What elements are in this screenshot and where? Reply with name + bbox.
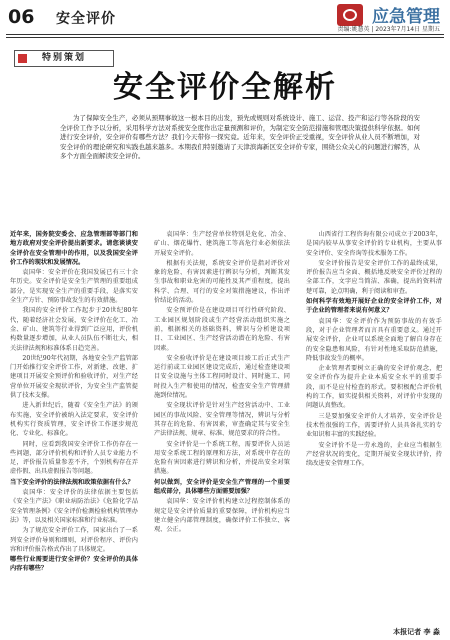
- page-number: 06: [8, 6, 35, 28]
- body-paragraph: 企业管理者要树立正确的安全评价观念，把安全评价作为提升企业本质安全水平的重要手段，而不是应付检查的形式。要积极配合评价机构的工作，如实提供相关资料，对评价中发现的问题认真整改。: [306, 365, 442, 410]
- page-title: 安全评价全解析: [113, 70, 337, 105]
- body-paragraph: 安全评价不是一劳永逸的，企业应当根据生产经营状况的变化，定期开展安全现状评价，持续改进安全管理工作。: [306, 441, 442, 468]
- question-paragraph: 何以做到，安全评价是安全生产管理的一个重要组成部分，具体哪些方面需要加强？: [154, 478, 290, 496]
- issue-meta: 责编:姚慧英 | 2023年7月14日 星期五: [337, 26, 440, 33]
- header-rule-thin: [6, 37, 444, 38]
- question-paragraph: 当下安全评价的法律法规和政策依据有什么？: [10, 478, 134, 486]
- article-column-3: [306, 230, 442, 630]
- body-paragraph: 安全现状评价是针对生产经营活动中、工业园区的事故风险、安全管理等情况，辨识与分析其存在的危险、有害因素，审查确定其与安全生产法律法规、规章、标准、规范要求的符合性。: [154, 402, 290, 438]
- body-paragraph: 袁国华：生产经营单位特别是危化、冶金、矿山、烟花爆竹、建筑施工等高危行业必须依法开展安全评价。: [154, 231, 290, 257]
- question-paragraph: 哪些行业需要进行安全评价？安全评价的具体内容有哪些？: [10, 556, 138, 573]
- article-column-2: [154, 230, 290, 630]
- body-paragraph: 进入新世纪后，随着《安全生产法》的颁布实施，安全评价被纳入法定要求，安全评价机构实行资质管理，安全评价工作逐步规范化、专业化、标准化。: [10, 402, 138, 438]
- body-paragraph: 袁国华：安全评价作为预防事故的有效手段，对于企业管理者而言具有重要意义。通过开展安全评价，企业可以系统全面地了解自身存在的安全隐患和风险，有针对性地采取防范措施，降低事故发生的概率。: [306, 317, 442, 362]
- masthead-name: 应急管理: [372, 7, 440, 27]
- column-tag-label: 特别策划: [41, 53, 86, 63]
- body-paragraph: 20世纪90年代初期，各地安全生产监管部门开始推行安全评价工作，对新建、改建、扩建项目开展安全预评价和验收评价，对生产经营单位开展安全现状评价，为安全生产监管提供了技术支撑。: [10, 354, 138, 400]
- newspaper-logo-icon: [337, 4, 363, 26]
- question-paragraph: 近年来，国务院安委会、应急管理部等部门和地方政府对安全评价提出新要求。请您谈谈安全评价在安全管理中的作用，以及我国安全评价工作的现状和发展情况。: [10, 231, 138, 266]
- body-paragraph: 安全预评价是在建设项目可行性研究阶段、工业园区规划阶段或生产经营活动组织实施之前，根据相关的基础资料，辨识与分析建设项目、工业园区、生产经营活动潜在的危险、有害因素。: [154, 307, 290, 352]
- lead-paragraph: [60, 114, 420, 162]
- body-paragraph: 为了规范安全评价工作，国家出台了一系列安全评价导则和细则，对评价程序、评价内容和评价报告格式作出了具体规定。: [10, 527, 138, 553]
- lead-text: 为了保障安全生产，必须从预期事故这一根本目的出发，预先或规则对系统设计、施工、运营、投产和运行等各阶段的安全评价工作予以分析，采用科学方法对系统安全度作出定量预测和评价，为制定安全防范措施和管理决策提供科学依据。如何进行安全评价，安全评价有哪些方法？我们今天带你一探究竟。近年来，安全评价正受重视，安全评价从业人员不断增加，对安全评价的理论研究和实践也越来越多。本期我们特别邀请了天津滨海新区安全评价专家，围绕公众关心的问题进行解答，从多个方面全面解读安全评价。: [60, 114, 420, 160]
- masthead: [275, 2, 440, 32]
- article-column-1: [10, 230, 138, 630]
- question-paragraph: 如何科学有效地开展好企业的安全评价工作，对于企业的管理者来说有何意义？: [306, 298, 442, 315]
- body-paragraph: 安全评价报告是安全评价工作的最终成果，评价报告应当全面、概括地反映安全评价过程的全部工作，文字应当简洁、准确，提出的资料清楚可靠，论点明确，利于阅读和审查。: [306, 259, 442, 295]
- body-paragraph: 我国的安全评价工作起步于20世纪80年代，随着经济社会发展，安全评价在化工、冶金、矿山、建筑等行业得到广泛应用，评价机构数量逐步增加，从业人员队伍不断壮大，相关法律法规和标准体系日趋完善。: [10, 307, 138, 352]
- body-paragraph: 山西省行工程咨询有限公司成立于2003年，是国内较早从事安全评价的专业机构，主要从事安全评价、安全咨询等技术服务工作。: [306, 231, 442, 257]
- body-paragraph: 安全验收评价是在建设项目竣工后正式生产运行前或工业园区建设完成后，通过检查建设项目安全设施与主体工程同时设计、同时施工、同时投入生产和使用的情况，检查安全生产管理措施到位情况。: [154, 354, 290, 400]
- body-paragraph: 袁国华：安全评价的法律依据主要包括《安全生产法》《职业病防治法》《危险化学品安全管理条例》《安全评价检测检验机构管理办法》等，以及相关国家标准和行业标准。: [10, 489, 138, 524]
- reporter-byline: 本报记者 李 淼: [393, 628, 440, 636]
- body-paragraph: 根据有关法规，系统安全评价是指对评价对象的危险、有害因素进行辨识与分析，判断其发生事故和职业危害的可能性及其严重程度，提出科学、合理、可行的安全对策措施建议，作出评价结论的活动。: [154, 259, 290, 305]
- body-paragraph: 安全评价是一个系统工程，需要评价人员运用安全系统工程的原理和方法，对系统中存在的危险有害因素进行辨识和分析，并提出安全对策措施。: [154, 440, 290, 476]
- body-paragraph: 袁国华：安全评价机构建立过程控制体系的规定是安全评价质量的重要保障，评价机构应当建立健全内部管理制度，确保评价工作独立、客观、公正。: [154, 498, 290, 534]
- header-rule: [6, 34, 444, 35]
- body-paragraph: 三是要加强安全评价人才培养，安全评价是技术性很强的工作，需要评价人员具备扎实的专业知识和丰富的实践经验。: [306, 412, 442, 439]
- section-name: 安全评价: [56, 11, 116, 27]
- body-paragraph: 袁国华：安全评价在我国发展已有三十余年历史。安全评价是安全生产管理的重要组成部分，是实现安全生产的重要手段，是落实安全生产方针、预防事故发生的有效措施。: [10, 269, 138, 305]
- body-paragraph: 同时，应看到我国安全评价工作仍存在一些问题，部分评价机构和评价人员专业能力不足，评价报告质量参差不齐，个别机构存在弄虚作假、出具虚假报告等问题。: [10, 440, 138, 476]
